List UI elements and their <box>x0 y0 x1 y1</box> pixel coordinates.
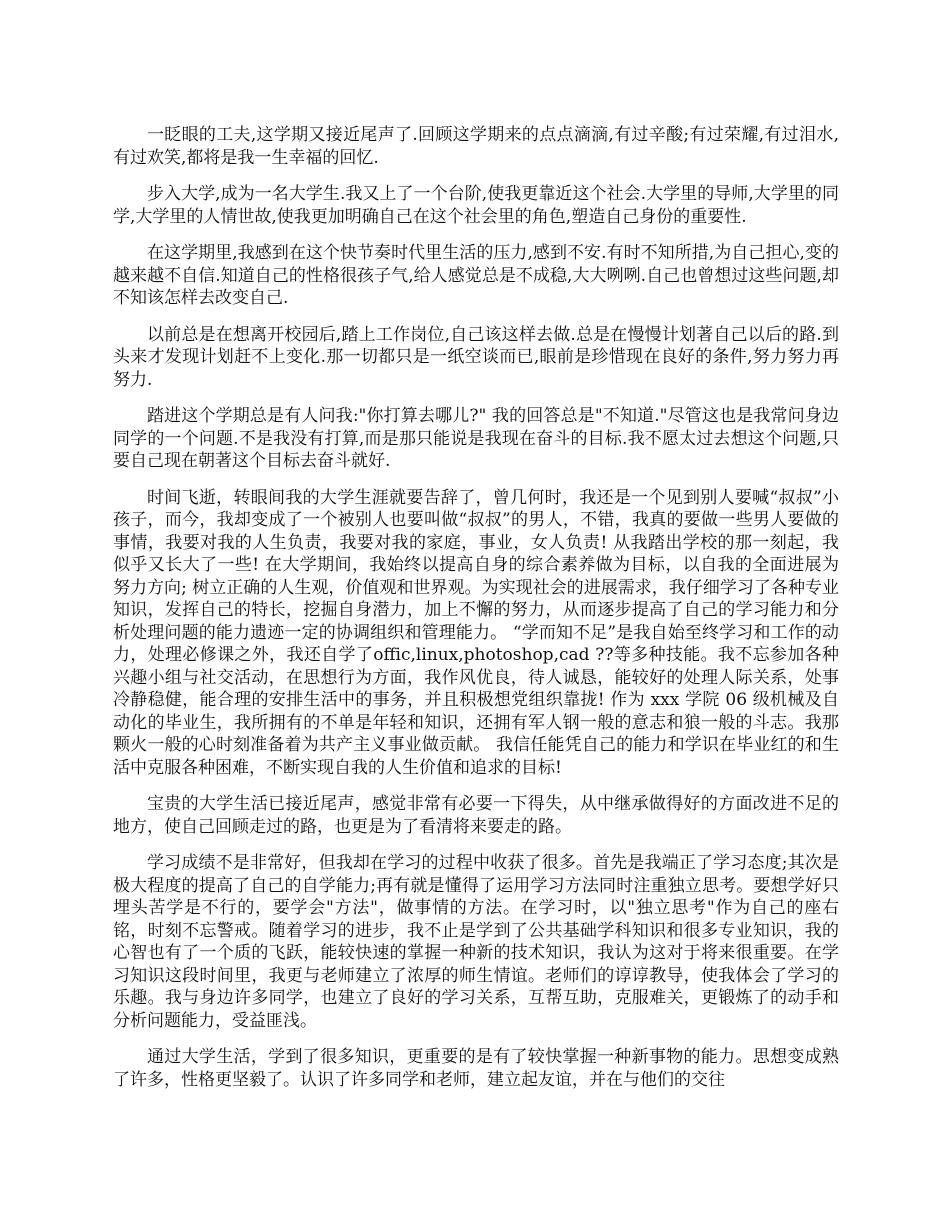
paragraph-9: 通过大学生活，学到了很多知识，更重要的是有了较快掌握一种新事物的能力。思想变成熟了许多，性格更坚毅了。认识了许多同学和老师，建立起友谊，并在与他们的交往 <box>113 1047 839 1090</box>
paragraph-2: 步入大学,成为一名大学生.我又上了一个台阶,使我更靠近这个社会.大学里的导师,大学里的同学,大学里的人情世故,使我更加明确自己在这个社会里的角色,塑造自己身份的重要性. <box>113 184 839 227</box>
paragraph-1: 一眨眼的工夫,这学期又接近尾声了.回顾这学期来的点点滴滴,有过辛酸;有过荣耀,有过泪水,有过欢笑,都将是我一生幸福的回忆. <box>113 125 839 168</box>
paragraph-6: 时间飞逝，转眼间我的大学生涯就要告辞了，曾几何时，我还是一个见到别人要喊“叔叔”小孩子，而今，我却变成了一个被别人也要叫做“叔叔”的男人，不错，我真的要做一些男人要做的事情，我要对我的人生负责，我要对我的家庭，事业，女人负责! 从我踏出学校的那一刻起，我似乎又长大了一些! 在大学期间，我始终以提高自身的综合素养做为目标，以自我的全面进展为努力方向; 树立正确的人生观，价值观和世界观。为实现社会的进展需求，我仔细学习了各种专业知识，发挥自己的特长，挖掘自身潜力，加上不懈的努力，从而逐步提高了自己的学习能力和分析处理问题的能力遗迹一定的协调组织和管理能力。 “学而知不足”是我自始至终学习和工作的动力，处理必修课之外，我还自学了offic,linux,photoshop,cad ??等多种技能。我不忘参加各种兴趣小组与社交活动，在思想行为方面，我作风优良，待人诚恳，能较好的处理人际关系，处事冷静稳健，能合理的安排生活中的事务，并且积极想党组织靠拢! 作为 xxx 学院 06 级机械及自动化的毕业生，我所拥有的不单是年轻和知识，还拥有军人钢一般的意志和狼一般的斗志。我那颗火一般的心时刻准备着为共产主义事业做贡献。 我信任能凭自己的能力和学识在毕业红的和生活中克服各种困难，不断实现自我的人生价值和追求的目标! <box>113 487 839 778</box>
paragraph-3: 在这学期里,我感到在这个快节奏时代里生活的压力,感到不安.有时不知所措,为自己担心,变的越来越不自信.知道自己的性格很孩子气,给人感觉总是不成稳,大大咧咧.自己也曾想过这些问题,却不知该怎样去改变自己. <box>113 243 839 308</box>
paragraph-7: 宝贵的大学生活已接近尾声，感觉非常有必要一下得失，从中继承做得好的方面改进不足的地方，使自己回顾走过的路，也更是为了看清将来要走的路。 <box>113 794 839 837</box>
paragraph-4: 以前总是在想离开校园后,踏上工作岗位,自己该这样去做.总是在慢慢计划著自己以后的路.到头来才发现计划赶不上变化.那一切都只是一纸空谈而已,眼前是珍惜现在良好的条件,努力努力再努力. <box>113 324 839 390</box>
paragraph-5: 踏进这个学期总是有人问我:"你打算去哪儿?" 我的回答总是"不知道."尽管这也是我常问身边同学的一个问题.不是我没有打算,而是那只能说是我现在奋斗的目标.我不愿太过去想这个问题,只要自己现在朝著这个目标去奋斗就好. <box>113 406 839 471</box>
document-body <box>113 124 839 1105</box>
paragraph-8: 学习成绩不是非常好，但我却在学习的过程中收获了很多。首先是我端正了学习态度;其次是极大程度的提高了自己的自学能力;再有就是懂得了运用学习方法同时注重独立思考。要想学好只埋头苦学是不行的，要学会"方法"，做事情的方法。在学习时，以"独立思考"作为自己的座右铭，时刻不忘警戒。随着学习的进步，我不止是学到了公共基础学科知识和很多专业知识，我的心智也有了一个质的飞跃，能较快速的掌握一种新的技术知识，我认为这对于将来很重要。在学习知识这段时间里，我更与老师建立了浓厚的师生情谊。老师们的谆谆教导，使我体会了学习的乐趣。我与身边许多同学，也建立了良好的学习关系，互帮互助，克服难关，更锻炼了的动手和分析问题能力，受益匪浅。 <box>113 853 839 1031</box>
